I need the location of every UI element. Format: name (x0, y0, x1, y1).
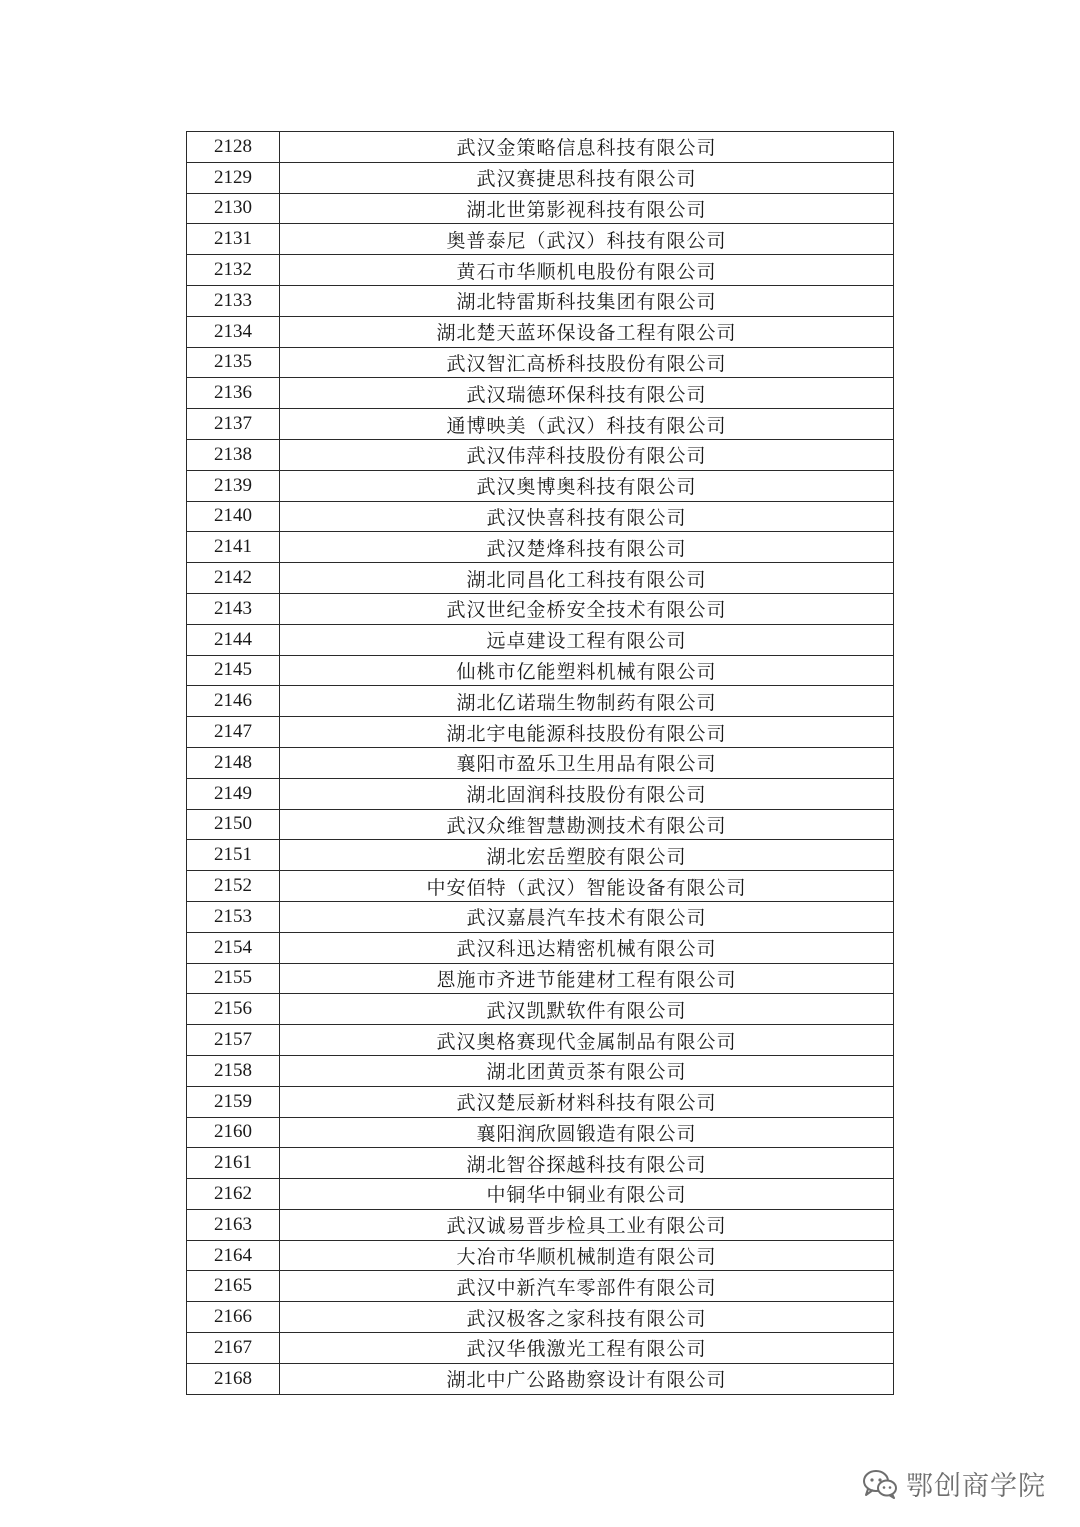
table-row (187, 162, 894, 193)
table-row (187, 747, 894, 778)
table-row (187, 1302, 894, 1333)
table-row (187, 1240, 894, 1271)
table-row (187, 1148, 894, 1179)
row-number: 2133 (187, 285, 280, 316)
row-number: 2151 (187, 840, 280, 871)
row-number: 2168 (187, 1363, 280, 1394)
company-name: 湖北宇电能源科技股份有限公司 (280, 717, 894, 748)
row-number: 2152 (187, 871, 280, 902)
company-name: 武汉赛捷思科技有限公司 (280, 162, 894, 193)
company-name: 通博映美（武汉）科技有限公司 (280, 409, 894, 440)
table-row (187, 378, 894, 409)
table-row (187, 470, 894, 501)
table-row (187, 901, 894, 932)
table-row (187, 224, 894, 255)
company-name: 武汉科迅达精密机械有限公司 (280, 932, 894, 963)
company-name: 武汉楚辰新材料科技有限公司 (280, 1086, 894, 1117)
table-row (187, 963, 894, 994)
row-number: 2143 (187, 593, 280, 624)
watermark (862, 1464, 1046, 1503)
table-row (187, 316, 894, 347)
table-row (187, 624, 894, 655)
company-name: 武汉众维智慧勘测技术有限公司 (280, 809, 894, 840)
table-row (187, 1333, 894, 1364)
row-number: 2156 (187, 994, 280, 1025)
table-row (187, 1363, 894, 1394)
company-name: 恩施市齐进节能建材工程有限公司 (280, 963, 894, 994)
table-row (187, 347, 894, 378)
row-number: 2145 (187, 655, 280, 686)
table-row (187, 285, 894, 316)
row-number: 2139 (187, 470, 280, 501)
table-row (187, 809, 894, 840)
company-name: 湖北智谷探越科技有限公司 (280, 1148, 894, 1179)
table-row (187, 593, 894, 624)
table-row (187, 193, 894, 224)
row-number: 2148 (187, 747, 280, 778)
table-row (187, 994, 894, 1025)
company-name: 武汉凯默软件有限公司 (280, 994, 894, 1025)
row-number: 2132 (187, 255, 280, 286)
table-row (187, 255, 894, 286)
row-number: 2166 (187, 1302, 280, 1333)
row-number: 2130 (187, 193, 280, 224)
company-name: 武汉中新汽车零部件有限公司 (280, 1271, 894, 1302)
row-number: 2150 (187, 809, 280, 840)
row-number: 2147 (187, 717, 280, 748)
company-name: 武汉极客之家科技有限公司 (280, 1302, 894, 1333)
company-name: 武汉伟萍科技股份有限公司 (280, 439, 894, 470)
row-number: 2155 (187, 963, 280, 994)
row-number: 2142 (187, 563, 280, 594)
company-name: 中安佰特（武汉）智能设备有限公司 (280, 871, 894, 902)
company-name: 武汉世纪金桥安全技术有限公司 (280, 593, 894, 624)
company-name: 湖北楚天蓝环保设备工程有限公司 (280, 316, 894, 347)
table-row (187, 1086, 894, 1117)
company-name: 武汉嘉晨汽车技术有限公司 (280, 901, 894, 932)
table-row (187, 1055, 894, 1086)
row-number: 2163 (187, 1209, 280, 1240)
table-row (187, 1271, 894, 1302)
company-name: 武汉奥格赛现代金属制品有限公司 (280, 1025, 894, 1056)
company-name: 襄阳市盈乐卫生用品有限公司 (280, 747, 894, 778)
row-number: 2137 (187, 409, 280, 440)
row-number: 2129 (187, 162, 280, 193)
row-number: 2138 (187, 439, 280, 470)
table-row (187, 132, 894, 163)
company-name: 黄石市华顺机电股份有限公司 (280, 255, 894, 286)
company-name: 武汉快喜科技有限公司 (280, 501, 894, 532)
row-number: 2141 (187, 532, 280, 563)
company-name: 湖北固润科技股份有限公司 (280, 778, 894, 809)
company-name: 湖北世第影视科技有限公司 (280, 193, 894, 224)
table-row (187, 932, 894, 963)
company-name: 武汉楚烽科技有限公司 (280, 532, 894, 563)
row-number: 2135 (187, 347, 280, 378)
company-name: 武汉金策略信息科技有限公司 (280, 132, 894, 163)
table-body (187, 132, 894, 1395)
company-name: 中铜华中铜业有限公司 (280, 1179, 894, 1210)
table-row (187, 655, 894, 686)
row-number: 2158 (187, 1055, 280, 1086)
table-row (187, 778, 894, 809)
company-name: 湖北中广公路勘察设计有限公司 (280, 1363, 894, 1394)
row-number: 2154 (187, 932, 280, 963)
company-name: 湖北团黄贡茶有限公司 (280, 1055, 894, 1086)
company-name: 大冶市华顺机械制造有限公司 (280, 1240, 894, 1271)
watermark-text: 鄂创商学院 (906, 1471, 1046, 1502)
table-row (187, 686, 894, 717)
company-name: 武汉奥博奥科技有限公司 (280, 470, 894, 501)
row-number: 2160 (187, 1117, 280, 1148)
row-number: 2153 (187, 901, 280, 932)
table-row (187, 439, 894, 470)
company-name: 湖北宏岳塑胶有限公司 (280, 840, 894, 871)
table-row (187, 1179, 894, 1210)
company-name: 湖北同昌化工科技有限公司 (280, 563, 894, 594)
company-list-table (186, 131, 894, 1395)
company-name: 仙桃市亿能塑料机械有限公司 (280, 655, 894, 686)
table-row (187, 1117, 894, 1148)
row-number: 2149 (187, 778, 280, 809)
company-name: 襄阳润欣圆锻造有限公司 (280, 1117, 894, 1148)
row-number: 2167 (187, 1333, 280, 1364)
table-row (187, 501, 894, 532)
row-number: 2140 (187, 501, 280, 532)
company-name: 武汉华俄激光工程有限公司 (280, 1333, 894, 1364)
company-name: 武汉智汇高桥科技股份有限公司 (280, 347, 894, 378)
row-number: 2159 (187, 1086, 280, 1117)
table-row (187, 840, 894, 871)
table-row (187, 1209, 894, 1240)
table-row (187, 1025, 894, 1056)
row-number: 2134 (187, 316, 280, 347)
row-number: 2136 (187, 378, 280, 409)
company-name: 武汉诚易晋步检具工业有限公司 (280, 1209, 894, 1240)
row-number: 2128 (187, 132, 280, 163)
wechat-icon (862, 1469, 898, 1499)
company-name: 湖北亿诺瑞生物制药有限公司 (280, 686, 894, 717)
table-row (187, 563, 894, 594)
company-name: 远卓建设工程有限公司 (280, 624, 894, 655)
row-number: 2164 (187, 1240, 280, 1271)
row-number: 2161 (187, 1148, 280, 1179)
table-row (187, 871, 894, 902)
company-name: 奥普泰尼（武汉）科技有限公司 (280, 224, 894, 255)
table-row (187, 532, 894, 563)
row-number: 2146 (187, 686, 280, 717)
row-number: 2162 (187, 1179, 280, 1210)
table-row (187, 717, 894, 748)
table-row (187, 409, 894, 440)
row-number: 2131 (187, 224, 280, 255)
row-number: 2144 (187, 624, 280, 655)
company-name: 湖北特雷斯科技集团有限公司 (280, 285, 894, 316)
company-name: 武汉瑞德环保科技有限公司 (280, 378, 894, 409)
row-number: 2157 (187, 1025, 280, 1056)
row-number: 2165 (187, 1271, 280, 1302)
